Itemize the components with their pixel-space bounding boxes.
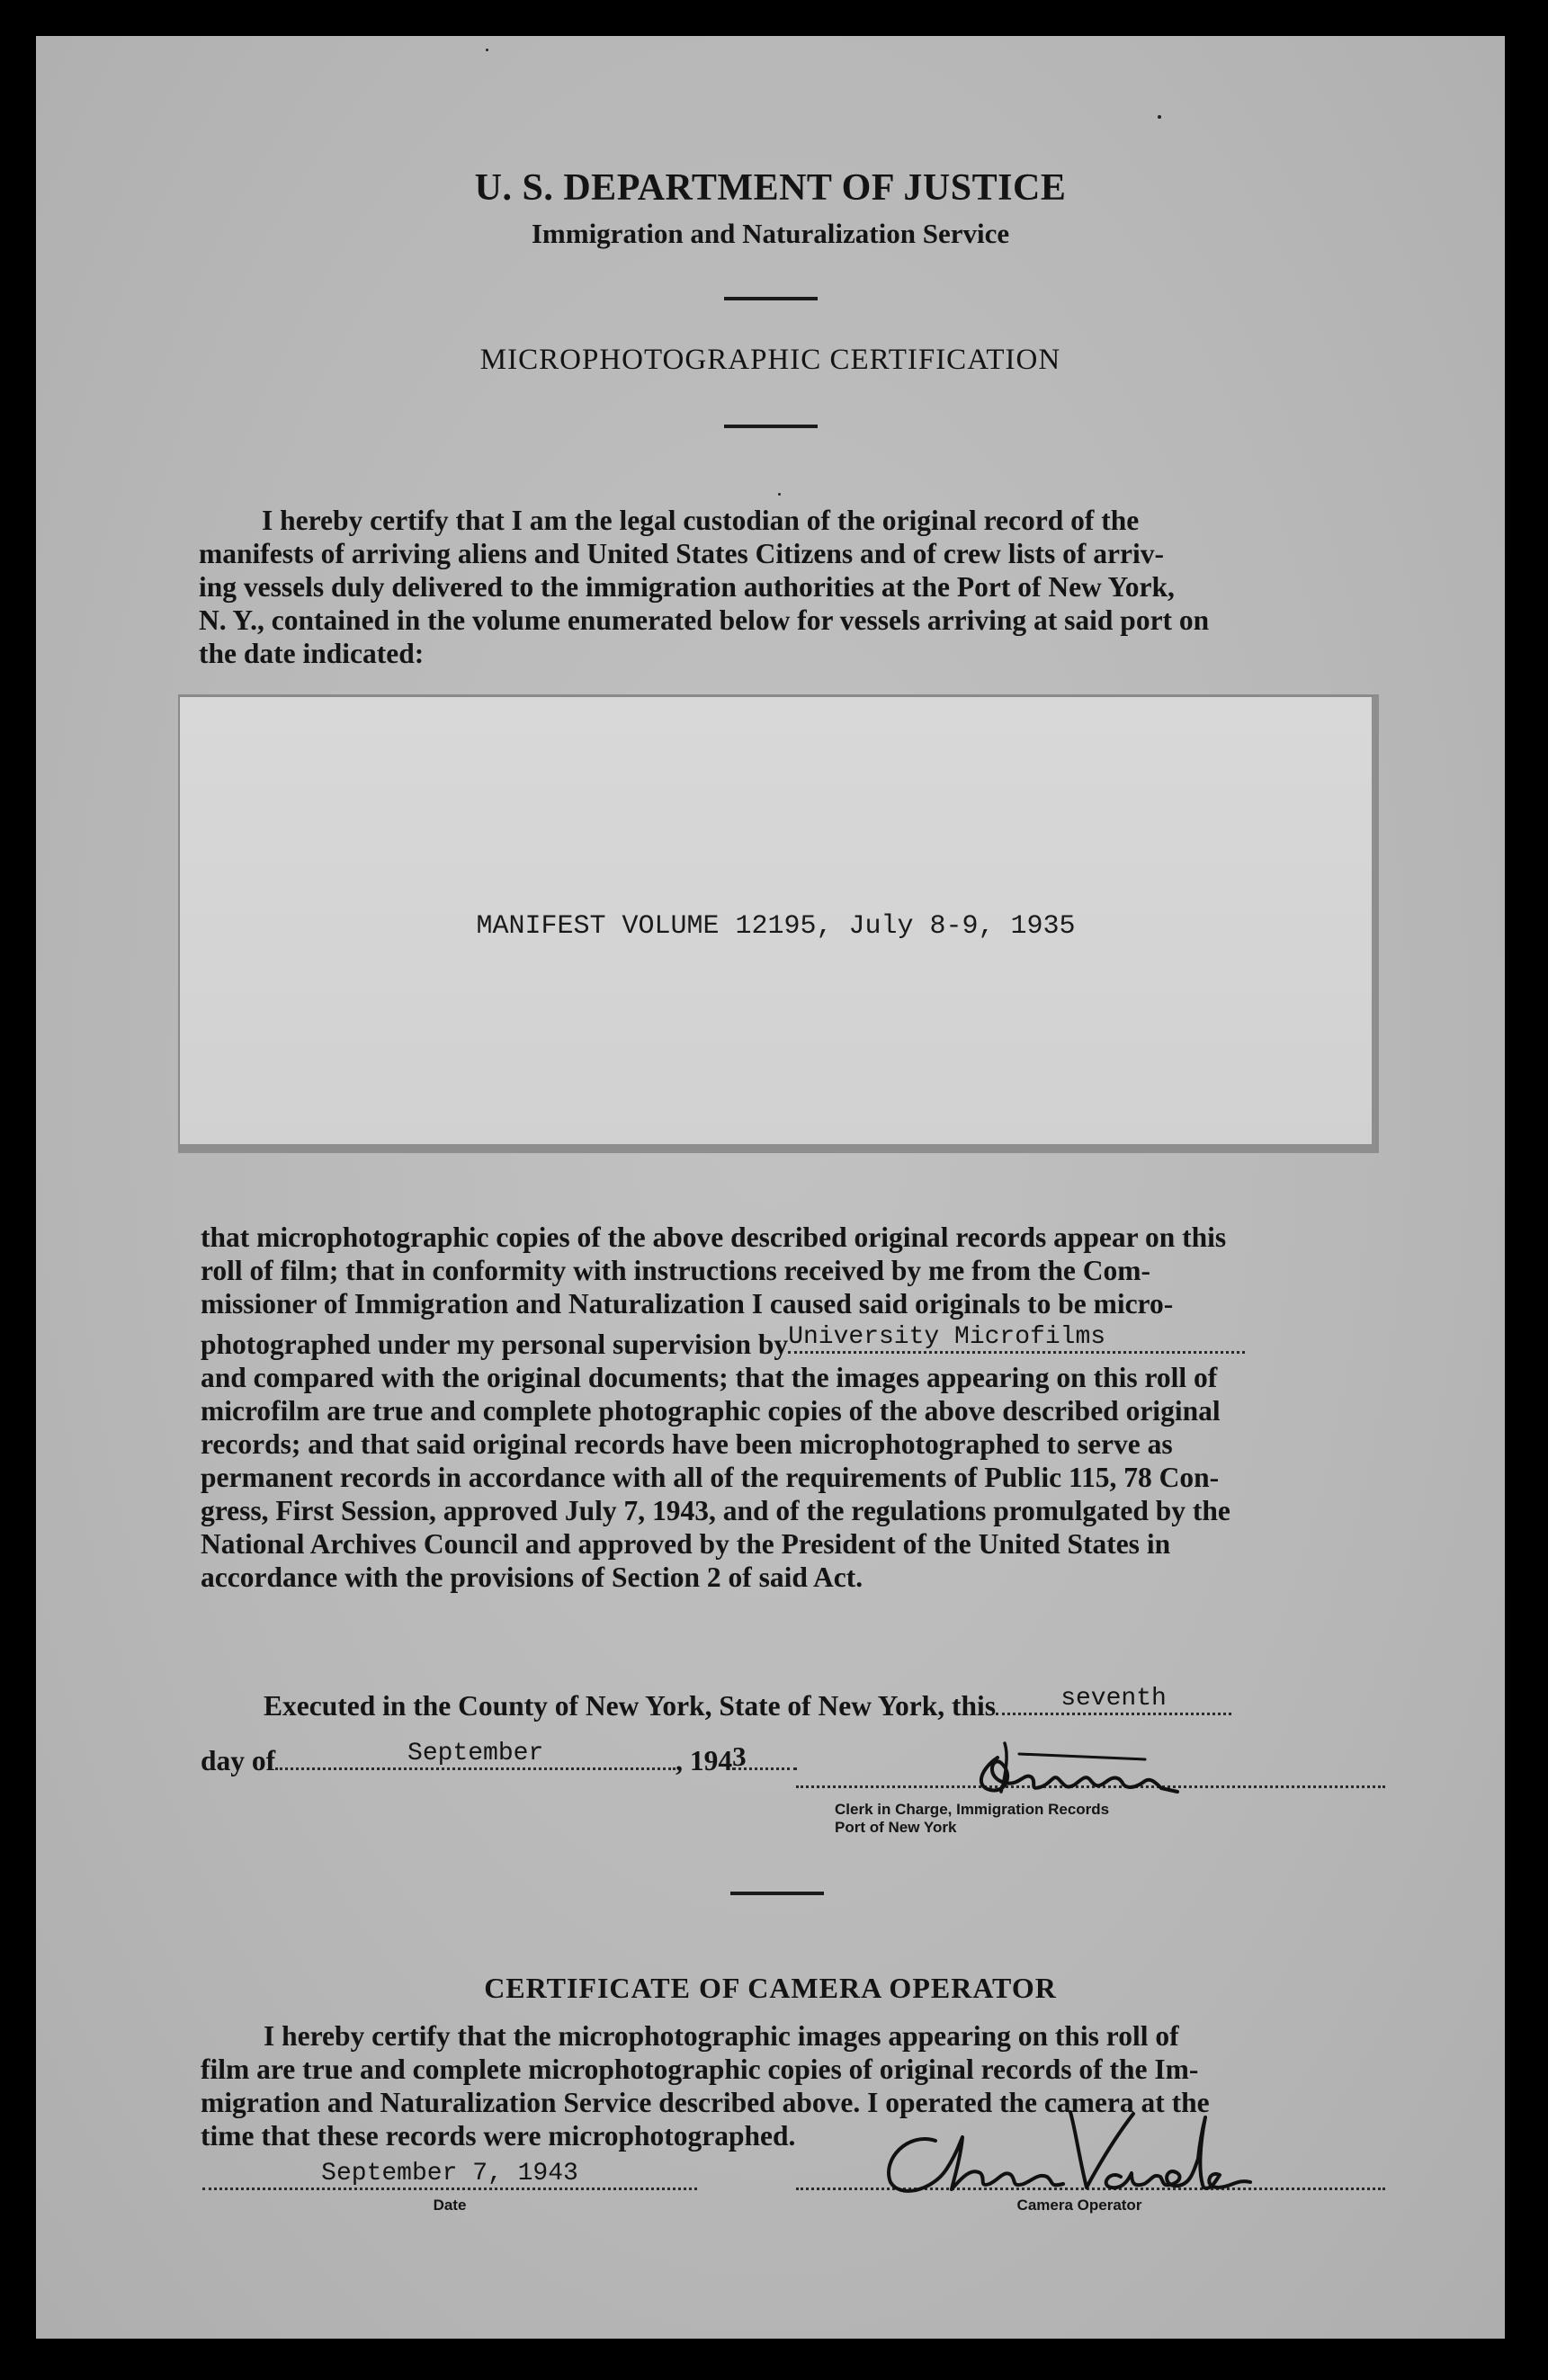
manifest-volume-text: MANIFEST VOLUME 12195, July 8-9, 1935: [476, 911, 1076, 942]
intro-line: manifests of arriving aliens and United States Citizens and of crew lists of arriv-: [199, 538, 1164, 569]
year-digit: 3: [732, 1740, 747, 1772]
manifest-card: [178, 694, 1379, 1153]
operator-line: I hereby certify that the microphotographic images appearing on this roll of: [264, 2020, 1179, 2052]
operator-caption: Camera Operator: [1016, 2197, 1142, 2214]
body-line: permanent records in accordance with all of the requirements of Public 115, 78 Con-: [201, 1462, 1220, 1493]
day-value: seventh: [1060, 1685, 1167, 1713]
month-field: [275, 1742, 676, 1770]
body-line: roll of film; that in conformity with instructions received by me from the Com-: [201, 1255, 1150, 1286]
executed-prefix: Executed in the County of New York, State of New York, this: [264, 1690, 997, 1722]
body-paragraph: [201, 1221, 1349, 1594]
operator-line: film are true and complete microphotographic copies of original records of the Im-: [201, 2053, 1199, 2085]
certificate-page: [36, 36, 1505, 2339]
clerk-signature: [965, 1727, 1181, 1808]
intro-line: I hereby certify that I am the legal custodian of the original record of the: [262, 505, 1140, 536]
date-value: September 7, 1943: [321, 2160, 578, 2188]
body-line: microfilm are true and complete photographic copies of the above described original: [201, 1395, 1221, 1427]
clerk-caption-line1: Clerk in Charge, Immigration Records: [835, 1801, 1110, 1818]
body-line: that microphotographic copies of the above described original records appear on this: [201, 1221, 1227, 1253]
day-of-line: [201, 1742, 797, 1777]
body-line: National Archives Council and approved by the President of the United States in: [201, 1528, 1171, 1560]
body-line: missioner of Immigration and Naturalization I caused said originals to be micro-: [201, 1288, 1174, 1320]
year-field: [732, 1742, 797, 1770]
divider-rule: [724, 425, 818, 428]
year-prefix: , 194: [676, 1745, 733, 1776]
filmer-prefix: photographed under my personal supervision by: [201, 1329, 789, 1360]
intro-line: ing vessels duly delivered to the immigration authorities at the Port of New York,: [199, 571, 1175, 603]
date-line: [202, 2188, 697, 2190]
service-subtitle: Immigration and Naturalization Service: [531, 218, 1010, 249]
filmer-value: University Microfilms: [788, 1323, 1106, 1351]
divider-rule: [730, 1892, 824, 1895]
month-value: September: [407, 1740, 544, 1767]
film-speck: [1158, 115, 1161, 119]
day-field: [996, 1687, 1231, 1715]
body-line: records; and that said original records have been microphotographed to serve as: [201, 1428, 1173, 1460]
certification-title: MICROPHOTOGRAPHIC CERTIFICATION: [479, 344, 1061, 376]
filmer-line: [201, 1323, 1349, 1361]
operator-certificate-title: CERTIFICATE OF CAMERA OPERATOR: [484, 1972, 1057, 2004]
executed-line: [264, 1687, 1231, 1722]
day-of-label: day of: [201, 1745, 276, 1776]
clerk-caption-line2: Port of New York: [835, 1819, 957, 1836]
divider-rule: [724, 297, 818, 300]
operator-line: migration and Naturalization Service described above. I operated the camera at the: [201, 2087, 1210, 2118]
film-speck: [778, 493, 781, 496]
intro-line: the date indicated:: [199, 638, 425, 669]
intro-paragraph: [199, 504, 1349, 670]
body-line: and compared with the original documents; that the images appearing on this roll of: [201, 1362, 1218, 1393]
date-caption: Date: [433, 2197, 467, 2214]
intro-line: N. Y., contained in the volume enumerated below for vessels arriving at said port on: [199, 604, 1210, 636]
operator-line: time that these records were microphotographed.: [201, 2120, 796, 2152]
operator-signature: [863, 2105, 1331, 2204]
clerk-caption: [835, 1801, 1109, 1837]
body-line: accordance with the provisions of Section 2 of said Act.: [201, 1561, 863, 1593]
filmer-field: [788, 1323, 1245, 1354]
body-line: gress, First Session, approved July 7, 1943, and of the regulations promulgated by the: [201, 1495, 1230, 1526]
department-title: U. S. DEPARTMENT OF JUSTICE: [474, 167, 1067, 209]
film-speck: [486, 49, 488, 51]
